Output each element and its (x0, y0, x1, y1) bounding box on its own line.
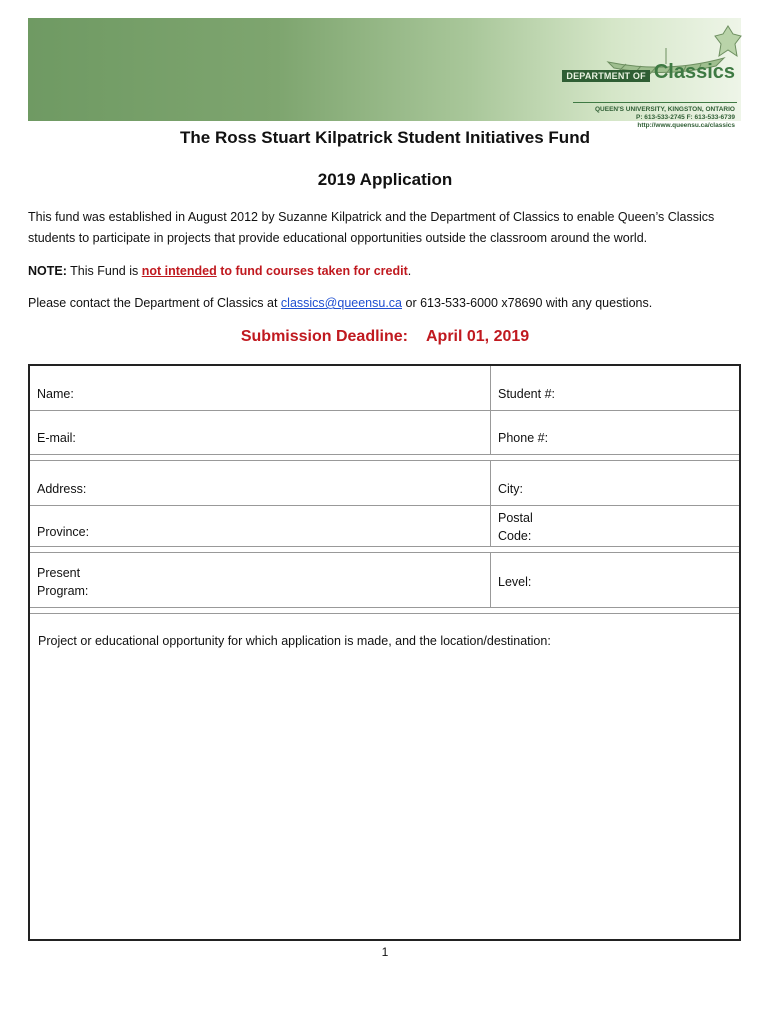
project-description-prompt: Project or educational opportunity for which application is made, and the location/destination: (38, 634, 551, 648)
row-divider (30, 505, 739, 506)
phone-fax-line: P: 613-533-2745 F: 613-533-6739 (635, 114, 735, 121)
name-field-label: Name: (37, 387, 74, 401)
city-field-label: City: (498, 482, 523, 496)
deadline-date: April 01, 2019 (425, 328, 530, 345)
note-text: This Fund is (70, 264, 139, 278)
present-program-field-label (37, 564, 88, 600)
section-separator (30, 454, 739, 461)
crest-icon (713, 24, 743, 58)
banner-address (595, 106, 735, 130)
department-prefix: DEPARTMENT OF (562, 70, 649, 82)
intro-paragraph: This fund was established in August 2012 by Suzanne Kilpatrick and the Department of Classics to enable Queen’s Classics students to participate in projects that provide educational opportunities outside the classroom around the world. (28, 210, 715, 245)
row-divider (30, 410, 739, 411)
document-subtitle: 2019 Application (317, 170, 453, 189)
contact-text: Please contact the Department of Classics at (28, 296, 278, 310)
section-separator (30, 607, 739, 614)
phone-field-label: Phone #: (498, 431, 549, 445)
email-field-label: E-mail: (37, 431, 76, 445)
banner-divider (573, 102, 737, 103)
deadline-label: Submission Deadline: (240, 328, 408, 345)
note-emphasis: not intended (141, 264, 217, 278)
contact-paragraph (28, 293, 740, 314)
website-line: http://www.queensu.ca/classics (637, 122, 735, 129)
submission-deadline (0, 328, 770, 346)
section-separator (30, 546, 739, 553)
document-title: The Ross Stuart Kilpatrick Student Initiatives Fund (180, 128, 590, 147)
column-divider (490, 461, 491, 546)
level-field-label: Level: (498, 575, 532, 589)
email-link[interactable]: classics@queensu.ca (280, 296, 403, 310)
column-divider (490, 553, 491, 607)
postal-label-line2: Code: (498, 529, 532, 543)
address-line: QUEEN'S UNIVERSITY, KINGSTON, ONTARIO (595, 106, 735, 113)
student-number-field-label: Student #: (498, 387, 555, 401)
note-text-red: to fund courses taken for credit (220, 264, 408, 278)
department-name: Classics (653, 61, 735, 83)
postal-label-line1: Postal (498, 511, 533, 525)
page-number: 1 (381, 945, 389, 959)
program-label-line2: Program: (37, 584, 89, 598)
note-paragraph (28, 261, 740, 282)
note-label: NOTE: (28, 264, 67, 278)
department-logo (562, 62, 735, 82)
program-label-line1: Present (37, 566, 81, 580)
address-field-label: Address: (37, 482, 87, 496)
postal-code-field-label (498, 509, 533, 545)
note-period: . (407, 264, 412, 278)
contact-text-after: or 613-533-6000 x78690 with any questions. (405, 296, 653, 310)
province-field-label: Province: (37, 525, 90, 539)
application-form (28, 364, 741, 941)
header-banner (28, 18, 741, 129)
